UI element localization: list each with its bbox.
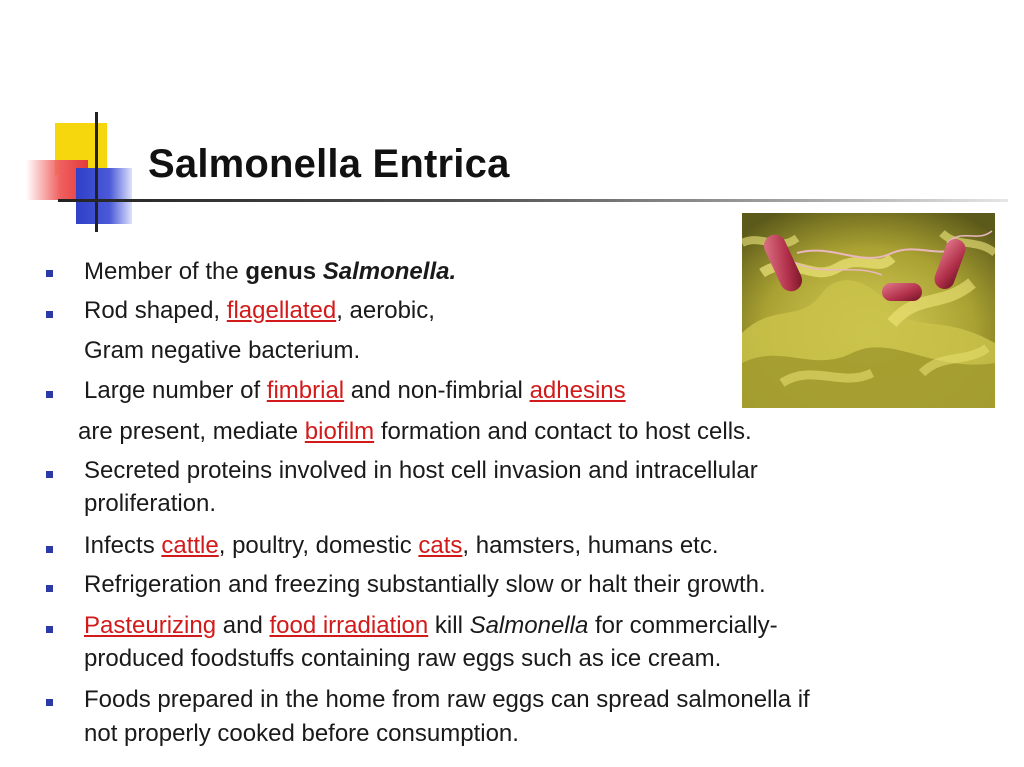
text: are present, mediate	[78, 418, 305, 445]
vertical-rule-decoration	[95, 112, 98, 232]
link-flagellated[interactable]: flagellated	[226, 297, 337, 324]
text-italic: Salmonella	[469, 612, 589, 639]
text: Secreted proteins involved in host cell invasion and intracellular	[84, 457, 758, 484]
title-underline-rule	[58, 199, 1008, 202]
list-item	[84, 457, 758, 485]
list-item	[84, 612, 778, 640]
text: and non-fimbrial	[344, 377, 530, 404]
list-item	[84, 686, 810, 714]
text: for commercially-	[588, 612, 778, 639]
list-item-continuation	[84, 337, 360, 365]
link-food-irradiation[interactable]: food irradiation	[269, 612, 429, 639]
text: and	[216, 612, 270, 639]
text: , poultry, domestic	[218, 532, 419, 559]
link-pasteurizing[interactable]: Pasteurizing	[84, 612, 217, 639]
bullet-marker	[46, 626, 53, 633]
bullet-marker	[46, 585, 53, 592]
blue-square-decoration	[76, 168, 132, 224]
link-cats[interactable]: cats	[418, 532, 463, 559]
list-item-continuation	[78, 418, 752, 446]
text: Infects	[84, 532, 162, 559]
text: kill	[428, 612, 470, 639]
text: Gram negative bacterium.	[84, 337, 361, 364]
link-fimbrial[interactable]: fimbrial	[266, 377, 345, 404]
list-item-continuation	[84, 490, 216, 518]
bullet-marker	[46, 471, 53, 478]
text: formation and contact to host cells.	[374, 418, 752, 445]
text: , hamsters, humans etc.	[462, 532, 719, 559]
text: Member of the	[84, 258, 246, 285]
text-bold: genus	[245, 258, 323, 285]
bullet-marker	[46, 391, 53, 398]
list-item-continuation	[84, 720, 519, 748]
text: Foods prepared in the home from raw eggs can spread salmonella if	[84, 686, 810, 713]
text-bold-italic: Salmonella.	[322, 258, 457, 285]
bullet-marker	[46, 699, 53, 706]
bullet-marker	[46, 546, 53, 553]
text: not properly cooked before consumption.	[84, 720, 519, 747]
link-adhesins[interactable]: adhesins	[529, 377, 626, 404]
text: produced foodstuffs containing raw eggs such as ice cream.	[84, 645, 722, 672]
list-item	[84, 377, 626, 405]
text: Refrigeration and freezing substantially slow or halt their growth.	[84, 571, 766, 598]
list-item	[84, 297, 435, 325]
link-biofilm[interactable]: biofilm	[304, 418, 375, 445]
text: proliferation.	[84, 490, 217, 517]
list-item-continuation	[84, 645, 721, 673]
bullet-marker	[46, 311, 53, 318]
text: Rod shaped,	[84, 297, 227, 324]
text: , aerobic,	[336, 297, 435, 324]
list-item	[84, 571, 766, 599]
list-item	[84, 258, 456, 286]
slide-title: Salmonella Entrica	[148, 142, 510, 186]
bullet-marker	[46, 270, 53, 277]
bacteria-micrograph-image	[742, 213, 995, 408]
text: Large number of	[84, 377, 267, 404]
link-cattle[interactable]: cattle	[161, 532, 219, 559]
list-item	[84, 532, 719, 560]
